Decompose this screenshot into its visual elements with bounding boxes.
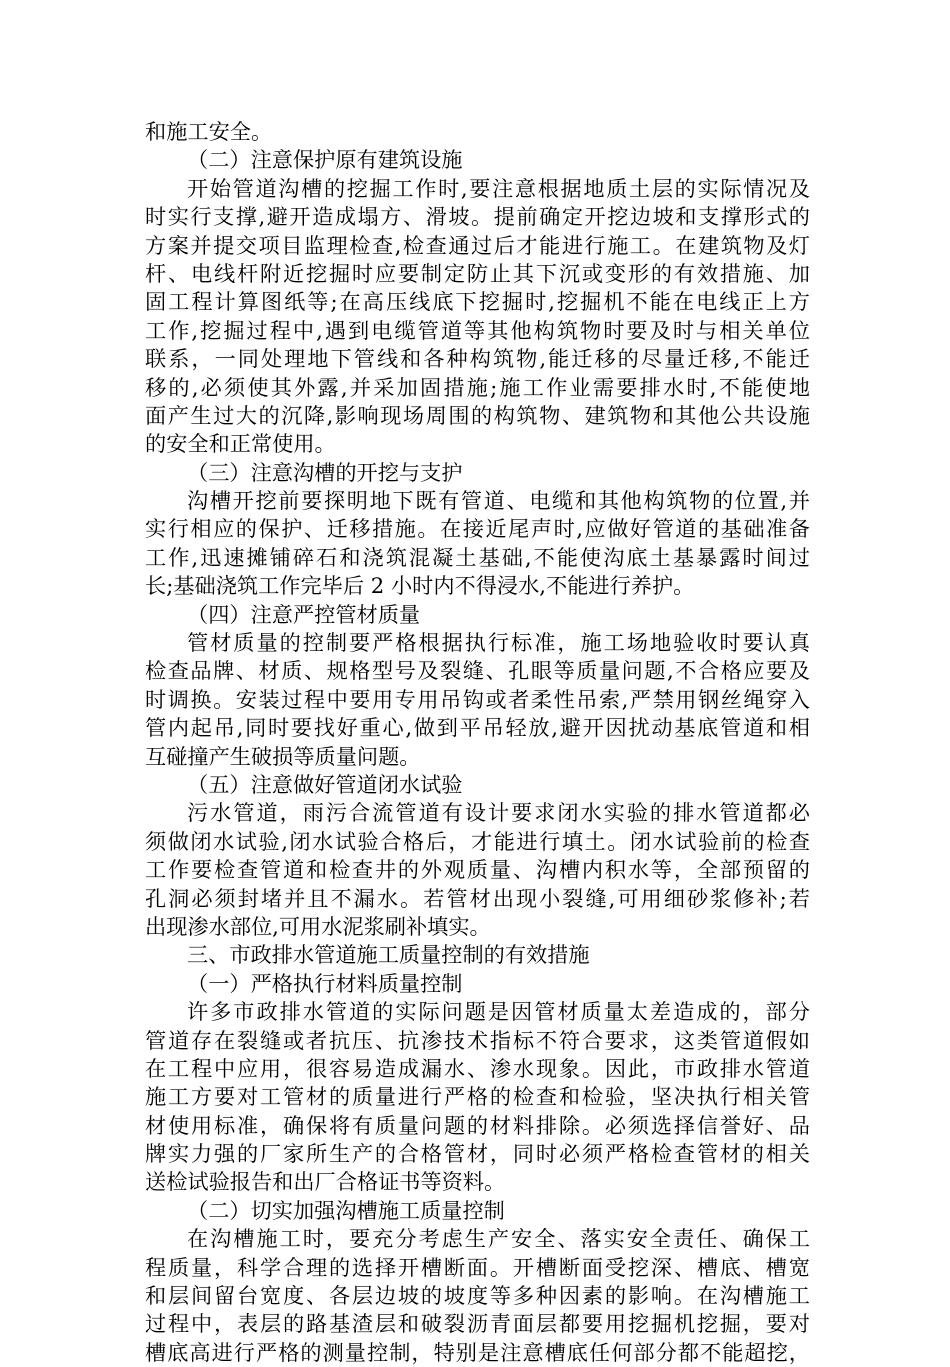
section-heading: （三）注意沟槽的开挖与支护 [187,459,463,485]
paragraph-line: 管内起吊,同时要找好重心,做到平吊轻放,避开因扰动基底管道和相 [145,715,810,741]
paragraph-line: 工作要检查管道和检查井的外观质量、沟槽内积水等，全部预留的 [145,857,810,883]
paragraph-line: 方案并提交项目监理检查,检查通过后才能进行施工。在建筑物及灯 [145,232,810,258]
section-heading: （二）注意保护原有建筑设施 [187,147,463,173]
paragraph-line: 和施工安全。 [145,119,273,144]
paragraph-line: 须做闭水试验,闭水试验合格后，才能进行填土。闭水试验前的检查 [145,828,810,854]
paragraph-line: 长;基础浇筑工作完毕后 2 小时内不得浸水,不能进行养护。 [145,573,695,599]
paragraph-line: 移的,必须使其外露,并采加固措施;施工作业需要排水时,不能使地 [145,374,810,400]
paragraph-line: 许多市政排水管道的实际问题是因管材质量太差造成的，部分 [187,999,810,1025]
paragraph-line: 固工程计算图纸等;在高压线底下挖掘时,挖掘机不能在电线正上方 [145,289,810,315]
paragraph-line: 工作,迅速摊铺碎石和浇筑混凝土基础,不能使沟底土基暴露时间过 [145,544,810,570]
section-heading: （五）注意做好管道闭水试验 [187,771,463,797]
paragraph-line: 实行相应的保护、迁移措施。在接近尾声时,应做好管道的基础准备 [145,516,810,542]
section-heading: 三、市政排水管道施工质量控制的有效措施 [187,942,590,968]
paragraph-line: 互碰撞产生破损等质量问题。 [145,743,421,769]
paragraph-line: 开始管道沟槽的挖掘工作时,要注意根据地质土层的实际情况及 [187,175,810,201]
paragraph-line: 面产生过大的沉降,影响现场周围的构筑物、建筑物和其他公共设施 [145,402,810,428]
paragraph-line: 检查品牌、材质、规格型号及裂缝、孔眼等质量问题,不合格应要及 [145,658,810,684]
paragraph-line: 送检试验报告和出厂合格证书等资料。 [145,1169,506,1195]
paragraph-line: 材使用标准，确保将有质量问题的材料排除。必须选择信誉好、品 [145,1112,810,1138]
paragraph-line: 时实行支撑,避开造成塌方、滑坡。提前确定开挖边坡和支撑形式的 [145,204,810,230]
paragraph-line: 时调换。安装过程中要用专用吊钩或者柔性吊索,严禁用钢丝绳穿入 [145,686,810,712]
paragraph-line: 的安全和正常使用。 [145,431,336,457]
paragraph-line: 工作,挖掘过程中,遇到电缆管道等其他构筑物时要及时与相关单位 [145,317,810,343]
paragraph-line: 槽底高进行严格的测量控制，特别是注意槽底任何部分都不能超挖， [145,1339,810,1365]
paragraph-line: 管道存在裂缝或者抗压、抗渗技术指标不符合要求，这类管道假如 [145,1027,810,1053]
paragraph-line: 污水管道，雨污合流管道有设计要求闭水实验的排水管道都必 [187,800,810,826]
section-heading: （四）注意严控管材质量 [187,601,421,627]
paragraph-line: 出现渗水部位,可用水泥浆刷补填实。 [145,913,491,939]
paragraph-line: 施工方要对工管材的质量进行严格的检查和检验，坚决执行相关管 [145,1084,810,1110]
paragraph-line: 杆、电线杆附近挖掘时应要制定防止其下沉或变形的有效措施、加 [145,260,810,286]
paragraph-line: 在沟槽施工时，要充分考虑生产安全、落实安全责任、确保工 [187,1226,810,1252]
paragraph-line: 程质量，科学合理的选择开槽断面。开槽断面受挖深、槽底、槽宽 [145,1254,810,1280]
paragraph-line: 在工程中应用，很容易造成漏水、渗水现象。因此，市政排水管道 [145,1055,810,1081]
paragraph-line: 管材质量的控制要严格根据执行标准，施工场地验收时要认真 [187,630,810,656]
section-heading: （一）严格执行材料质量控制 [187,970,463,996]
paragraph-line: 孔洞必须封堵并且不漏水。若管材出现小裂缝,可用细砂浆修补;若 [145,885,810,911]
document-body [145,118,810,1367]
paragraph-line: 联系，一同处理地下管线和各种构筑物,能迁移的尽量迁移,不能迁 [145,346,810,372]
paragraph-line: 过程中，表层的路基渣层和破裂沥青面层都要用挖掘机挖掘，要对 [145,1311,810,1337]
paragraph-line: 牌实力强的厂家所生产的合格管材，同时必须严格检查管材的相关 [145,1141,810,1167]
paragraph-line: 沟槽开挖前要探明地下既有管道、电缆和其他构筑物的位置,并 [187,488,810,514]
paragraph-line: 和层间留台宽度、各层边坡的坡度等多种因素的影响。在沟槽施工 [145,1283,810,1309]
section-heading: （二）切实加强沟槽施工质量控制 [187,1197,505,1223]
